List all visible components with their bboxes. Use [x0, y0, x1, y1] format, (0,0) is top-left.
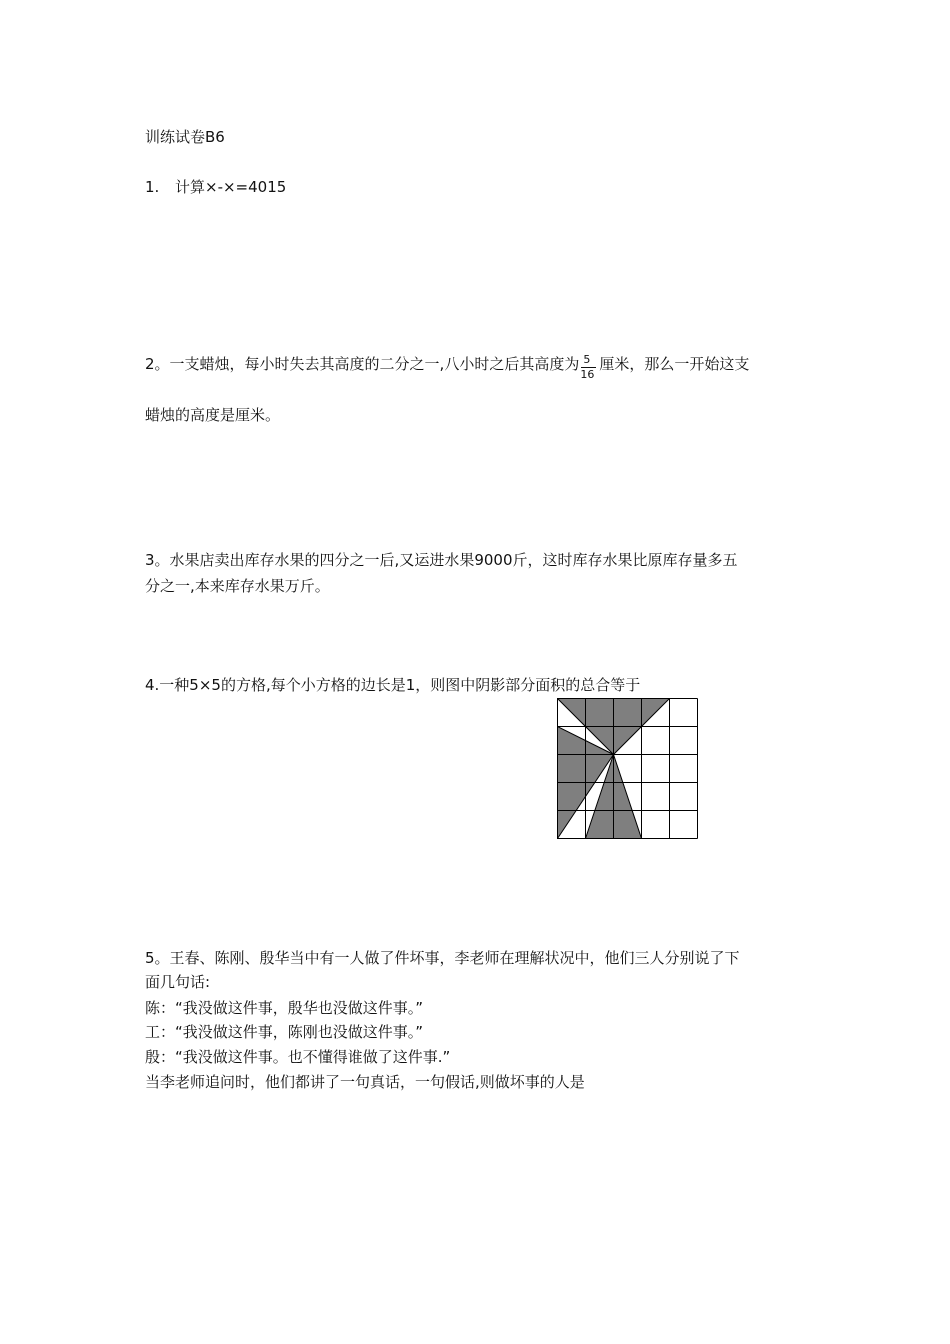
document-title: 训练试卷B6 — [145, 128, 225, 146]
question-5-statement-yin: 殷：“我没做这件事。也不懂得谁做了这件事.” — [145, 1048, 451, 1066]
question-2-text-before: 2。一支蜡烛，每小时失去其高度的二分之一,八小时之后其高度为 — [145, 355, 580, 373]
question-2-line-2: 蜡烛的高度是厘米。 — [145, 406, 281, 424]
question-1-text: 计算×-×=4015 — [175, 178, 287, 196]
fraction-denominator: 16 — [580, 368, 595, 381]
fraction-5-16 — [579, 353, 599, 381]
question-5-line-1: 5。王春、陈刚、殷华当中有一人做了件坏事，李老师在理解状况中，他们三人分别说了下 — [145, 949, 740, 967]
question-3-line-2: 分之一,本来库存水果万斤。 — [145, 577, 330, 595]
question-1 — [145, 177, 286, 197]
question-5-statement-wang: 工：“我没做这件事，陈刚也没做这件事。” — [145, 1023, 424, 1041]
question-5-line-2: 面几句话: — [145, 973, 211, 991]
question-3-line-1: 3。水果店卖出库存水果的四分之一后,又运进水果9000斤，这时库存水果比原库存量多五 — [145, 551, 738, 569]
question-2-line-1 — [145, 353, 750, 381]
question-2-text-after: 厘米，那么一开始这支 — [599, 355, 750, 373]
question-1-number: 1. — [145, 178, 160, 196]
question-5-line-final: 当李老师追问时，他们都讲了一句真话，一句假话,则做坏事的人是 — [145, 1073, 585, 1091]
question-5-statement-chen: 陈：“我没做这件事，殷华也没做这件事。” — [145, 999, 424, 1017]
question-4-text: 4.一种5×5的方格,每个小方格的边长是1，则图中阴影部分面积的总合等于 — [145, 676, 641, 694]
shaded-grid-figure — [557, 698, 698, 839]
fraction-numerator: 5 — [583, 353, 591, 366]
